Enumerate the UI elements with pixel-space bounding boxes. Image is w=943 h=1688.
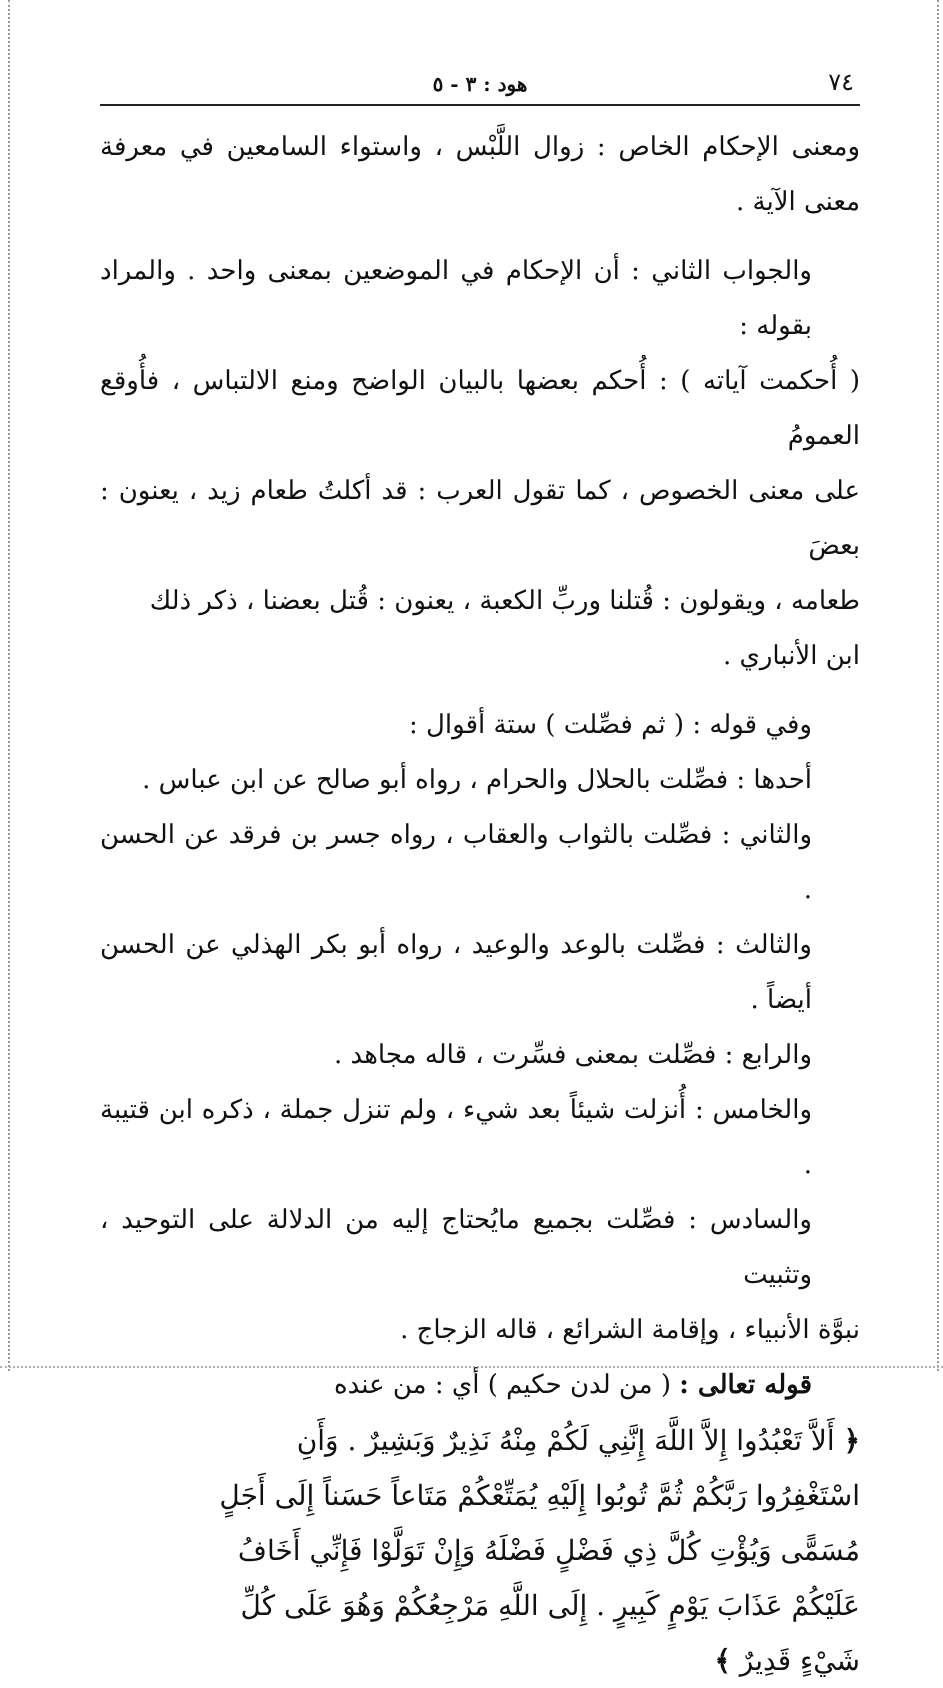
paragraph-saying-2 [100,808,860,918]
text-line: على معنى الخصوص ، كما تقول العرب : قد أكلتُ طعام زيد ، يعنون : بعضَ [100,476,860,561]
verse-text: اسْتَغْفِرُوا رَبَّكُمْ ثُمَّ تُوبُوا إِلَيْهِ يُمَتِّعْكُمْ مَتَاعاً حَسَناً إِلَى أَجَلٍ [219,1479,860,1512]
verse-intro-lead: قوله تعالى : [679,1370,812,1400]
text-line: نبوَّة الأنبياء ، وإقامة الشرائع ، قاله الزجاج . [400,1315,860,1345]
ornate-bracket-open: ﴿ [843,1424,860,1457]
paragraph-second-answer [100,244,860,354]
text-line: والثالث : فصِّلت بالوعد والوعيد ، رواه أبو بكر الهذلي عن الحسن أيضاً . [100,930,812,1015]
page-number: ٧٤ [828,68,854,96]
paragraph-saying-6-cont [100,1303,860,1358]
paragraph-saying-6 [100,1193,860,1303]
paragraph-second-answer-cont [100,629,860,684]
verse-text: عَلَيْكُمْ عَذَابَ يَوْمٍ كَبِيرٍ . إِلَى اللَّهِ مَرْجِعُكُمْ وَهُوَ عَلَى كُلِّ [240,1589,860,1622]
commentary-text [100,120,860,1413]
verse-line [100,1413,860,1468]
paragraph-saying-4 [100,1028,860,1083]
paragraph-six-sayings [100,698,860,753]
text-line: وفي قوله : ( ثم فصِّلت ) ستة أقوال : [409,710,812,740]
paragraph-second-answer-cont [100,354,860,464]
text-line: والسادس : فصِّلت بجميع مايُحتاج إليه من الدلالة على التوحيد ، وتثبيت [100,1205,812,1290]
ornate-bracket-close: ﴾ [714,1644,731,1677]
book-page [100,60,860,1688]
verse-line [100,1523,860,1578]
verse-line [100,1468,860,1523]
text-line: والرابع : فصِّلت بمعنى فسِّرت ، قاله مجاهد . [334,1040,812,1070]
text-line: والخامس : أُنزلت شيئاً بعد شيء ، ولم تنزل جملة ، ذكره ابن قتيبة . [100,1095,812,1180]
paragraph-verse-intro [100,1358,860,1413]
text-line: ابن الأنباري . [722,641,860,671]
verse-text: أَلاَّ تَعْبُدُوا إِلاَّ اللَّهَ إِنَّنِي لَكُمْ مِنْهُ نَذِيرٌ وَبَشِيرٌ . وَأَنِ [296,1424,835,1457]
text-line: طعامه ، ويقولون : قُتلنا وربِّ الكعبة ، يعنون : قُتل بعضنا ، ذكر ذلك [149,586,860,616]
scan-edge-right [937,0,939,1371]
quran-verse-block [100,1413,860,1688]
text-line: ومعنى الإحكام الخاص : زوال اللَّبْس ، واستواء السامعين في معرفة معنى الآية . [100,132,860,217]
text-line: ( أُحكمت آياته ) : أُحكم بعضها بالبيان الواضح ومنع الالتباس ، فأُوقع العمومُ [100,366,860,451]
paragraph-saying-5 [100,1083,860,1193]
text-line: والجواب الثاني : أن الإحكام في الموضعين بمعنى واحد . والمراد بقوله : [100,256,812,341]
verse-text: شَيْءٍ قَدِيرٌ [739,1644,860,1677]
verse-text: مُسَمًّى وَيُؤْتِ كُلَّ ذِي فَضْلٍ فَضْلَهُ وَإِنْ تَوَلَّوْا فَإِنِّي أَخَافُ [237,1534,860,1567]
verse-intro-text: ( من لدن حكيم ) أي : من عنده [333,1370,672,1400]
paragraph-second-answer-cont [100,574,860,629]
text-line: أحدها : فصِّلت بالحلال والحرام ، رواه أبو صالح عن ابن عباس . [142,765,812,795]
paragraph-saying-1 [100,753,860,808]
running-title: هود : ٣ - ٥ [432,72,528,96]
paragraph-second-answer-cont [100,464,860,574]
paragraph-legal-meaning [100,120,860,230]
running-header [100,60,860,106]
text-line: والثاني : فصِّلت بالثواب والعقاب ، رواه جسر بن فرقد عن الحسن . [100,820,812,905]
scan-edge-left [8,0,10,1371]
verse-line [100,1633,860,1688]
paragraph-saying-3 [100,918,860,1028]
verse-line [100,1578,860,1633]
